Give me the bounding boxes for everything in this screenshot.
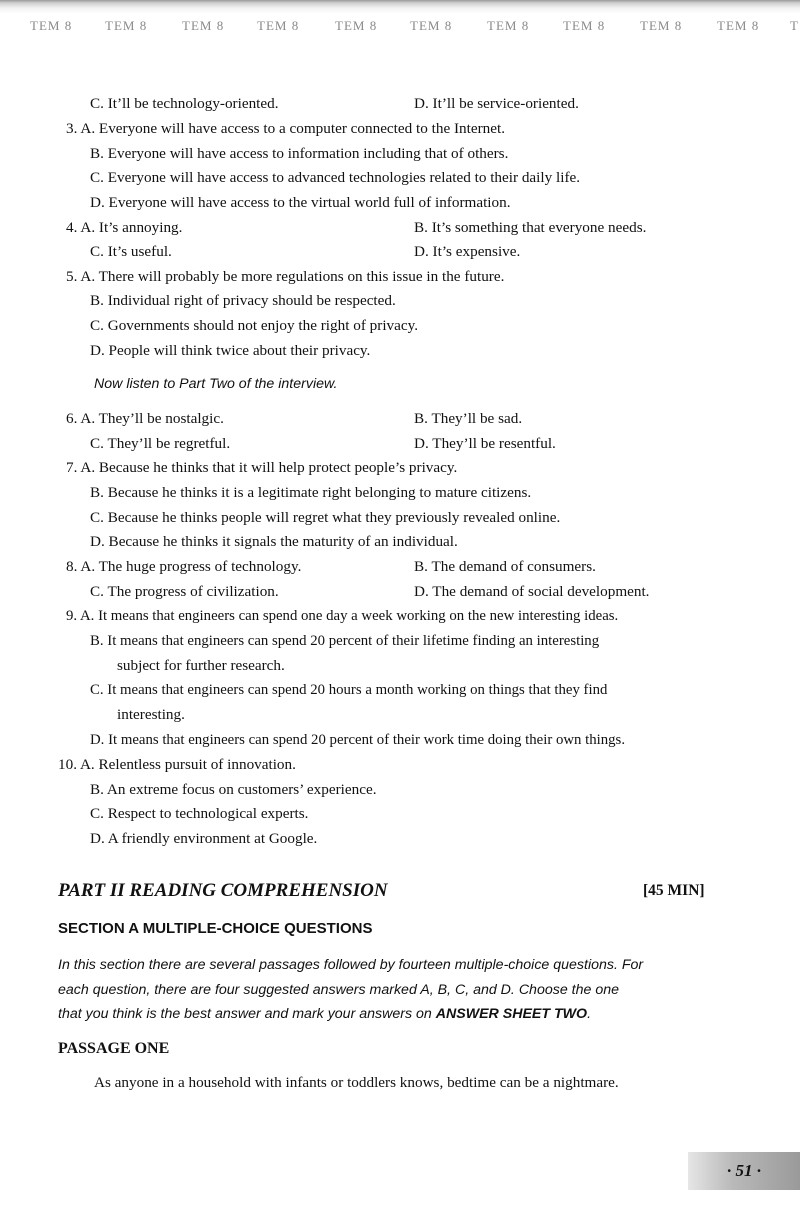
q4-option-c: C. It’s useful. [90,243,172,260]
header-tem-label: TEM 8 [640,18,683,33]
header-tem-label: T [790,18,799,33]
q9-option-c-line1: C. It means that engineers can spend 20 hours a month working on things that they find [90,682,608,698]
header-tem-label: TEM 8 [30,18,73,33]
header-tem-label: TEM 8 [257,18,300,33]
header-tem-label: TEM 8 [335,18,378,33]
q8-option-a: 8. A. The huge progress of technology. [66,558,302,575]
q9-option-d: D. It means that engineers can spend 20 percent of their work time doing their own things. [90,732,626,748]
q6-option-a: 6. A. They’ll be nostalgic. [66,410,224,427]
q10-option-a: 10. A. Relentless pursuit of innovation. [58,756,296,773]
q6-option-b: B. They’ll be sad. [414,410,523,427]
header-tem-label: TEM 8 [410,18,453,33]
header-tem-label: TEM 8 [717,18,760,33]
section-instruction-end: . [587,1006,592,1022]
q10-option-c: C. Respect to technological experts. [90,805,309,822]
part-title: PART II READING COMPREHENSION [58,880,388,901]
q8-option-c: C. The progress of civilization. [90,583,279,600]
q7-option-d: D. Because he thinks it signals the maturity of an individual. [90,533,458,550]
q9-option-b-line2: subject for further research. [117,657,285,674]
q7-option-b: B. Because he thinks it is a legitimate right belonging to mature citizens. [90,484,532,501]
header-tem-label: TEM 8 [487,18,530,33]
header-tem-label: TEM 8 [105,18,148,33]
q9-option-a: 9. A. It means that engineers can spend one day a week working on the new interesting ideas. [66,608,619,624]
running-header [0,0,800,44]
section-instruction-line3 [58,1004,591,1024]
section-instruction-line1: In this section there are several passages followed by fourteen multiple-choice questions. For [58,957,644,973]
q2-option-d: D. It’ll be service-oriented. [414,95,579,112]
q5-option-d: D. People will think twice about their privacy. [90,342,371,359]
q3-option-b: B. Everyone will have access to information including that of others. [90,145,509,162]
passage-first-line: As anyone in a household with infants or toddlers knows, bedtime can be a nightmare. [94,1074,619,1091]
passage-title: PASSAGE ONE [58,1040,170,1057]
q4-option-d: D. It’s expensive. [414,243,521,260]
q4-option-a: 4. A. It’s annoying. [66,219,183,236]
q4-option-b: B. It’s something that everyone needs. [414,219,647,236]
answer-sheet-label: ANSWER SHEET TWO [435,1006,588,1022]
page-number: · 51 · [688,1152,800,1190]
q5-option-c: C. Governments should not enjoy the right of privacy. [90,317,419,334]
q7-option-c: C. Because he thinks people will regret what they previously revealed online. [90,509,561,526]
q3-option-d: D. Everyone will have access to the virtual world full of information. [90,194,511,211]
q5-option-b: B. Individual right of privacy should be respected. [90,292,396,309]
q6-option-d: D. They’ll be resentful. [414,435,556,452]
q7-option-a: 7. A. Because he thinks that it will help protect people’s privacy. [66,459,458,476]
q10-option-b: B. An extreme focus on customers’ experience. [90,781,377,798]
section-instruction-text: that you think is the best answer and mark your answers on [58,1006,436,1022]
header-tem-label: TEM 8 [182,18,225,33]
q3-option-c: C. Everyone will have access to advanced technologies related to their daily life. [90,169,581,186]
q8-option-d: D. The demand of social development. [414,583,650,600]
q9-option-b-line1: B. It means that engineers can spend 20 percent of their lifetime finding an interesting [90,633,600,649]
q8-option-b: B. The demand of consumers. [414,558,596,575]
header-tem-label: TEM 8 [563,18,606,33]
part-time-limit: [45 MIN] [643,882,705,899]
q6-option-c: C. They’ll be regretful. [90,435,231,452]
q2-option-c: C. It’ll be technology-oriented. [90,95,279,112]
q9-option-c-line2: interesting. [117,706,185,723]
q10-option-d: D. A friendly environment at Google. [90,830,318,847]
q5-option-a: 5. A. There will probably be more regulations on this issue in the future. [66,268,505,285]
section-instruction-line2: each question, there are four suggested answers marked A, B, C, and D. Choose the one [58,982,619,998]
section-title: SECTION A MULTIPLE-CHOICE QUESTIONS [58,920,373,937]
part-two-instruction: Now listen to Part Two of the interview. [94,376,338,392]
q3-option-a: 3. A. Everyone will have access to a computer connected to the Internet. [66,120,506,137]
